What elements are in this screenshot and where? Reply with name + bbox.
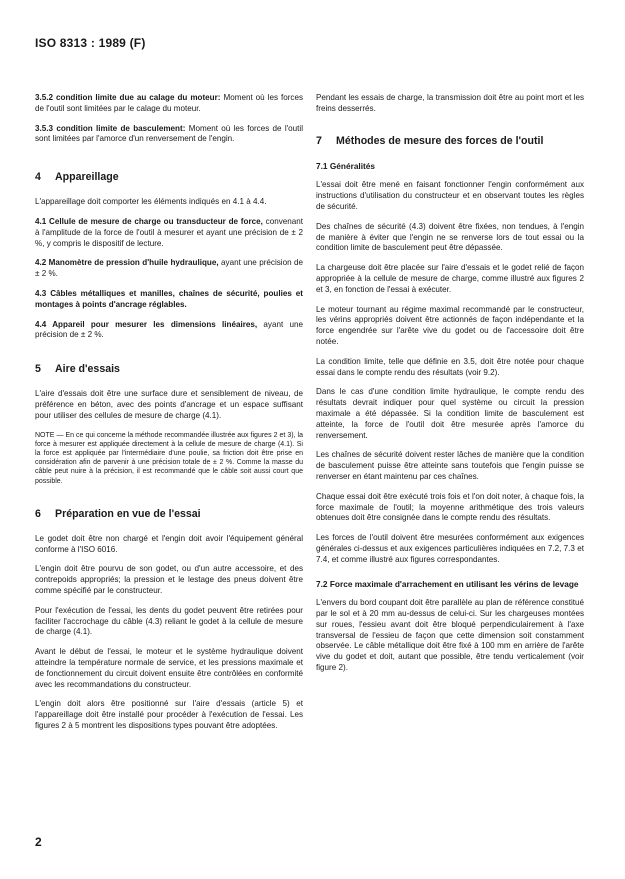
section-number: 7 bbox=[316, 134, 322, 147]
clause-7-2-paragraph: L'envers du bord coupant doit être parallèle au plan de référence constitué par le sol et à 20 mm au-dessus de celui-ci. Sur les chargeuses montées sur roues, l'essieu avant doit être bloqué perpendiculairement à l'axe transversal de l'essieu de façon que cette dimension soit constamment observée. Le câble métallique doit être fixé à 100 mm en arrière de l'arête vive du godet et doit, autant que possible, être tendu verticalement (voir figure 2). bbox=[316, 598, 584, 673]
clause-7-1-heading: 7.1 Généralités bbox=[316, 160, 376, 171]
section-4-intro: L'appareillage doit comporter les éléments indiqués en 4.1 à 4.4. bbox=[35, 197, 267, 207]
clause-7-1-paragraph: Les chaînes de sécurité doivent rester lâches de manière que la condition de basculement puisse être atteinte sans toutefois que l'engin puisse se renverser en étant maintenu par ces chaînes. bbox=[316, 450, 584, 481]
clause-3-5-2 bbox=[35, 93, 303, 115]
section-7-heading bbox=[316, 135, 584, 148]
clause-7-1-paragraph: Dans le cas d'une condition limite hydraulique, le compte rendu des résultats devrait indiquer pour quel système ou circuit la pression maximale a été dépassée. Si la condition limite de basculement est atteinte, la force de l'outil doit être mesurée après l'amorce du renversement. bbox=[316, 387, 584, 440]
right-column bbox=[316, 93, 584, 683]
clause-4-3 bbox=[35, 289, 303, 311]
clause-head: 4.4 Appareil pour mesurer les dimensions linéaires, bbox=[35, 319, 258, 329]
section-title: Méthodes de mesure des forces de l'outil bbox=[336, 134, 544, 147]
page-number: 2 bbox=[35, 835, 42, 849]
section-title: Aire d'essais bbox=[55, 363, 120, 376]
clause-text: ayant une précision de ± 2 %. bbox=[35, 258, 304, 279]
clause-title: condition limite due au calage du moteur: bbox=[56, 93, 221, 102]
left-column bbox=[35, 93, 303, 741]
clause-7-2-heading: 7.2 Force maximale d'arrachement en utilisant les vérins de levage bbox=[316, 578, 579, 589]
clause-4-4 bbox=[35, 320, 303, 342]
section-5-heading bbox=[35, 363, 303, 376]
section-4-heading bbox=[35, 171, 303, 184]
section-6-paragraph: Pour l'exécution de l'essai, les dents du godet peuvent être retirées pour faciliter l'accrochage du câble (4.3) reliant le godet à la cellule de mesure de charge (4.1). bbox=[35, 605, 303, 637]
clause-7-1-paragraph: Des chaînes de sécurité (4.3) doivent être fixées, non tendues, à l'engin de manière à éviter que l'engin ne se renverse lors de tout essai ou la condition limite de basculement peut être dépassée. bbox=[316, 221, 584, 253]
clause-7-1-paragraph: Le moteur tournant au régime maximal recommandé par le constructeur, les vérins appropriés doivent être actionnés de façon indépendante et la force engendrée sur l'arête vive du godet ou de l'accessoire doit être notée. bbox=[316, 304, 584, 346]
clause-head: 4.1 Cellule de mesure de charge ou transducteur de force, bbox=[35, 216, 263, 226]
clause-7-1-paragraph: L'essai doit être mené en faisant fonctionner l'engin conformément aux instructions d'utilisation du constructeur et en observant toutes les règles de sécurité. bbox=[316, 180, 584, 211]
clause-head: 4.2 Manomètre de pression d'huile hydraulique, bbox=[35, 258, 219, 268]
clause-text: Moment où les forces de l'outil sont limitées par le calage du moteur. bbox=[35, 93, 304, 113]
section-number: 6 bbox=[35, 507, 41, 520]
section-6-heading bbox=[35, 508, 303, 521]
section-number: 4 bbox=[35, 171, 41, 184]
clause-text: ayant une précision de ± 2 %. bbox=[35, 319, 303, 340]
section-6-paragraph: Le godet doit être non chargé et l'engin doit avoir l'équipement général conforme à l'ISO 6016. bbox=[35, 533, 303, 554]
section-6-paragraph: L'engin doit être pourvu de son godet, ou d'un autre accessoire, et des contrepoids appropriés; la pression et le lestage des pneus doivent être comme spécifié par le constructeur. bbox=[35, 564, 303, 595]
clause-7-1-paragraph: Chaque essai doit être exécuté trois fois et l'on doit noter, à chaque fois, la force maximale de l'outil; la moyenne arithmétique des trois valeurs obtenues doit être consignée dans le compte rendu des résultats. bbox=[316, 491, 584, 523]
clause-7-1-paragraph: La chargeuse doit être placée sur l'aire d'essais et le godet relié de façon appropriée à la cellule de mesure de charge, comme illustré aux figures 2 et 3, en fonction de l'essai à exécuter. bbox=[316, 263, 584, 294]
clause-4-2 bbox=[35, 258, 303, 280]
section-6-paragraph: Avant le début de l'essai, le moteur et le système hydraulique doivent atteindre la température normale de service, et les pressions maximale et de fonctionnement du circuit doivent ensuite être contrôlées en conformité avec les recommandations du constructeur. bbox=[35, 647, 303, 689]
clause-text: convenant à l'amplitude de la force de l'outil à mesurer et ayant une précision de ± 2 %, y compris le dispositif de lecture. bbox=[35, 216, 303, 248]
section-6-paragraph: L'engin doit alors être positionné sur l'aire d'essais (article 5) et l'appareillage doit être installé pour procéder à l'exécution de l'essai. Les figures 2 à 5 montrent les dispositions types pouvant être adoptées. bbox=[35, 699, 303, 730]
clause-text: Moment où les forces de l'outil sont limitées par l'amorce d'un renversement de l'engin. bbox=[35, 123, 304, 144]
document-header: ISO 8313 : 1989 (F) bbox=[35, 36, 146, 50]
section-title: Appareillage bbox=[55, 171, 119, 184]
clause-7-1-paragraph: Les forces de l'outil doivent être mesurées conformément aux exigences générales ci-dessus et aux exigences particulières indiquées en 7.2, 7.3 et 7.4, et comme illustré aux figures correspondantes. bbox=[316, 533, 584, 564]
clause-head: 4.3 Câbles métalliques et manilles, chaînes de sécurité, poulies et montages à points d'ancrage réglables. bbox=[35, 288, 303, 309]
section-5-note: NOTE — En ce qui concerne la méthode recommandée illustrée aux figures 2 et 3), la force à mesurer est appliquée directement à la cellule de mesure de charge (4.1). Si la force est appliquée par l'intermédiaire d'une poulie, sa friction doit être prise en considération afin de parvenir à une précision totale de ± 2 %. Comme la masse du câble peut nuire à la précision, il est recommandé que le câble soit aussi court que possible. bbox=[35, 431, 303, 485]
clause-3-5-3 bbox=[35, 124, 303, 146]
continued-paragraph: Pendant les essais de charge, la transmission doit être au point mort et les freins desserrés. bbox=[316, 93, 584, 113]
clause-7-1-paragraph: La condition limite, telle que définie en 3.5, doit être notée pour chaque essai dans le compte rendu des résultats (voir 9.2). bbox=[316, 356, 584, 377]
section-title: Préparation en vue de l'essai bbox=[55, 507, 201, 520]
section-5-paragraph: L'aire d'essais doit être une surface dure et sensiblement de niveau, de préférence en béton, avec des points d'ancrage et un espace suffisant pour utiliser des cellules de mesure de charge (4.1). bbox=[35, 389, 303, 420]
clause-number: 3.5.3 bbox=[35, 123, 54, 133]
clause-4-1 bbox=[35, 217, 303, 249]
clause-title: condition limite de basculement: bbox=[56, 123, 186, 133]
section-number: 5 bbox=[35, 363, 41, 376]
clause-number: 3.5.2 bbox=[35, 93, 54, 102]
